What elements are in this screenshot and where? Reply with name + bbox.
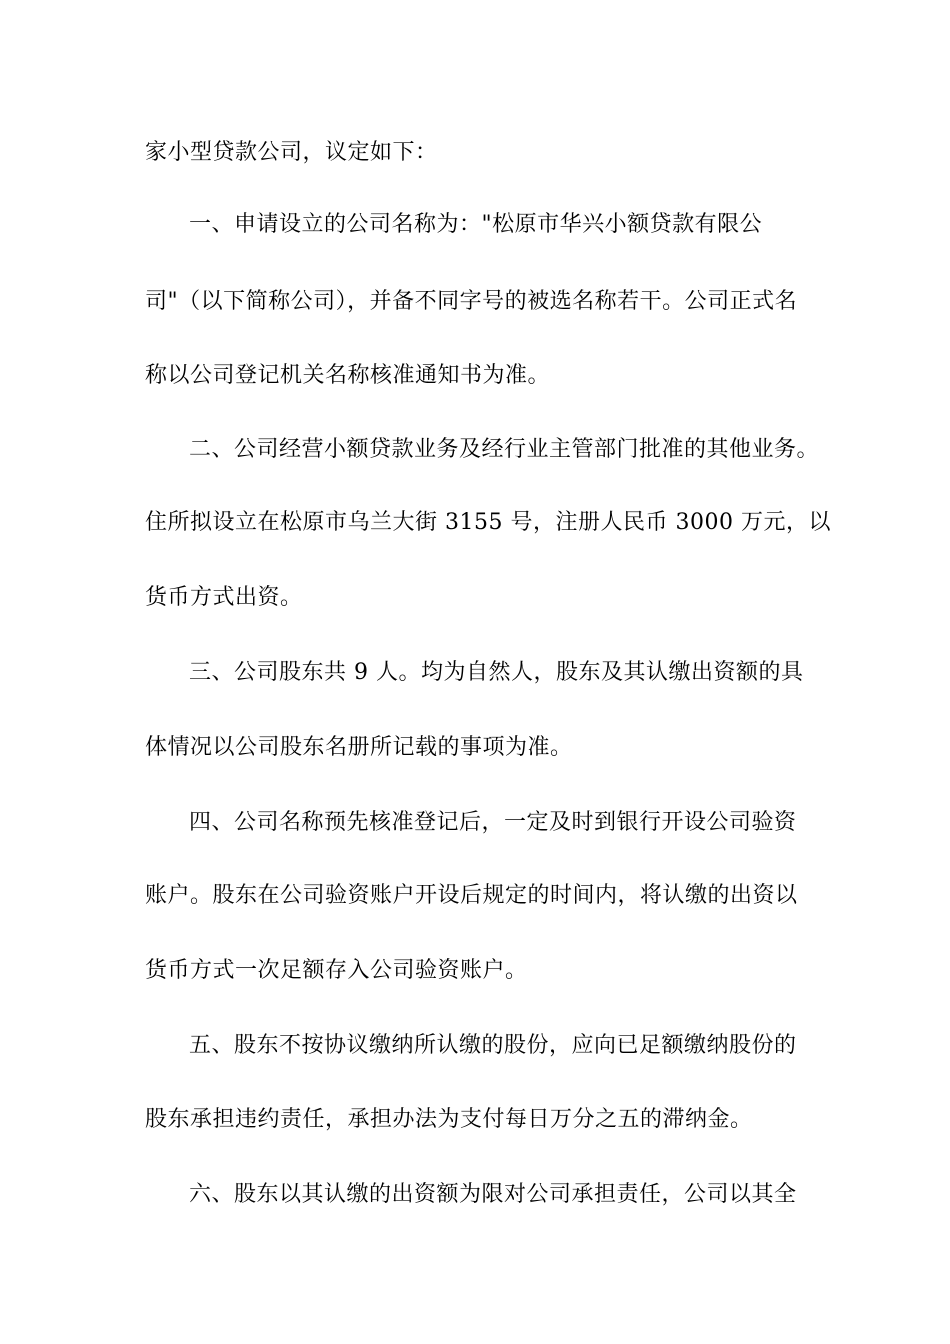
text-line-5: 二、公司经营小额贷款业务及经行业主管部门批准的其他业务。	[189, 437, 820, 462]
text-line-12: 货币方式一次足额存入公司验资账户。	[145, 958, 528, 983]
text-line-2: 一、申请设立的公司名称为："松原市华兴小额贷款有限公	[189, 212, 763, 237]
text-line-13: 五、股东不按协议缴纳所认缴的股份，应向已足额缴纳股份的	[189, 1033, 797, 1058]
text-line-6: 住所拟设立在松原市乌兰大街 3155 号，注册人民币 3000 万元，以	[145, 510, 831, 535]
text-line-15: 六、股东以其认缴的出资额为限对公司承担责任，公司以其全	[189, 1182, 797, 1207]
text-line-9: 体情况以公司股东名册所记载的事项为准。	[145, 735, 573, 760]
text-line-4: 称以公司登记机关名称核准通知书为准。	[145, 363, 551, 388]
text-line-11: 账户。股东在公司验资账户开设后规定的时间内，将认缴的出资以	[145, 883, 798, 908]
text-line-1: 家小型贷款公司，议定如下：	[145, 140, 438, 165]
text-line-8: 三、公司股东共 9 人。均为自然人，股东及其认缴出资额的具	[189, 660, 804, 685]
text-line-14: 股东承担违约责任，承担办法为支付每日万分之五的滞纳金。	[145, 1107, 753, 1132]
text-line-7: 货币方式出资。	[145, 585, 303, 610]
text-line-3: 司"（以下简称公司），并备不同字号的被选名称若干。公司正式名	[145, 289, 798, 314]
text-line-10: 四、公司名称预先核准登记后，一定及时到银行开设公司验资	[189, 810, 797, 835]
